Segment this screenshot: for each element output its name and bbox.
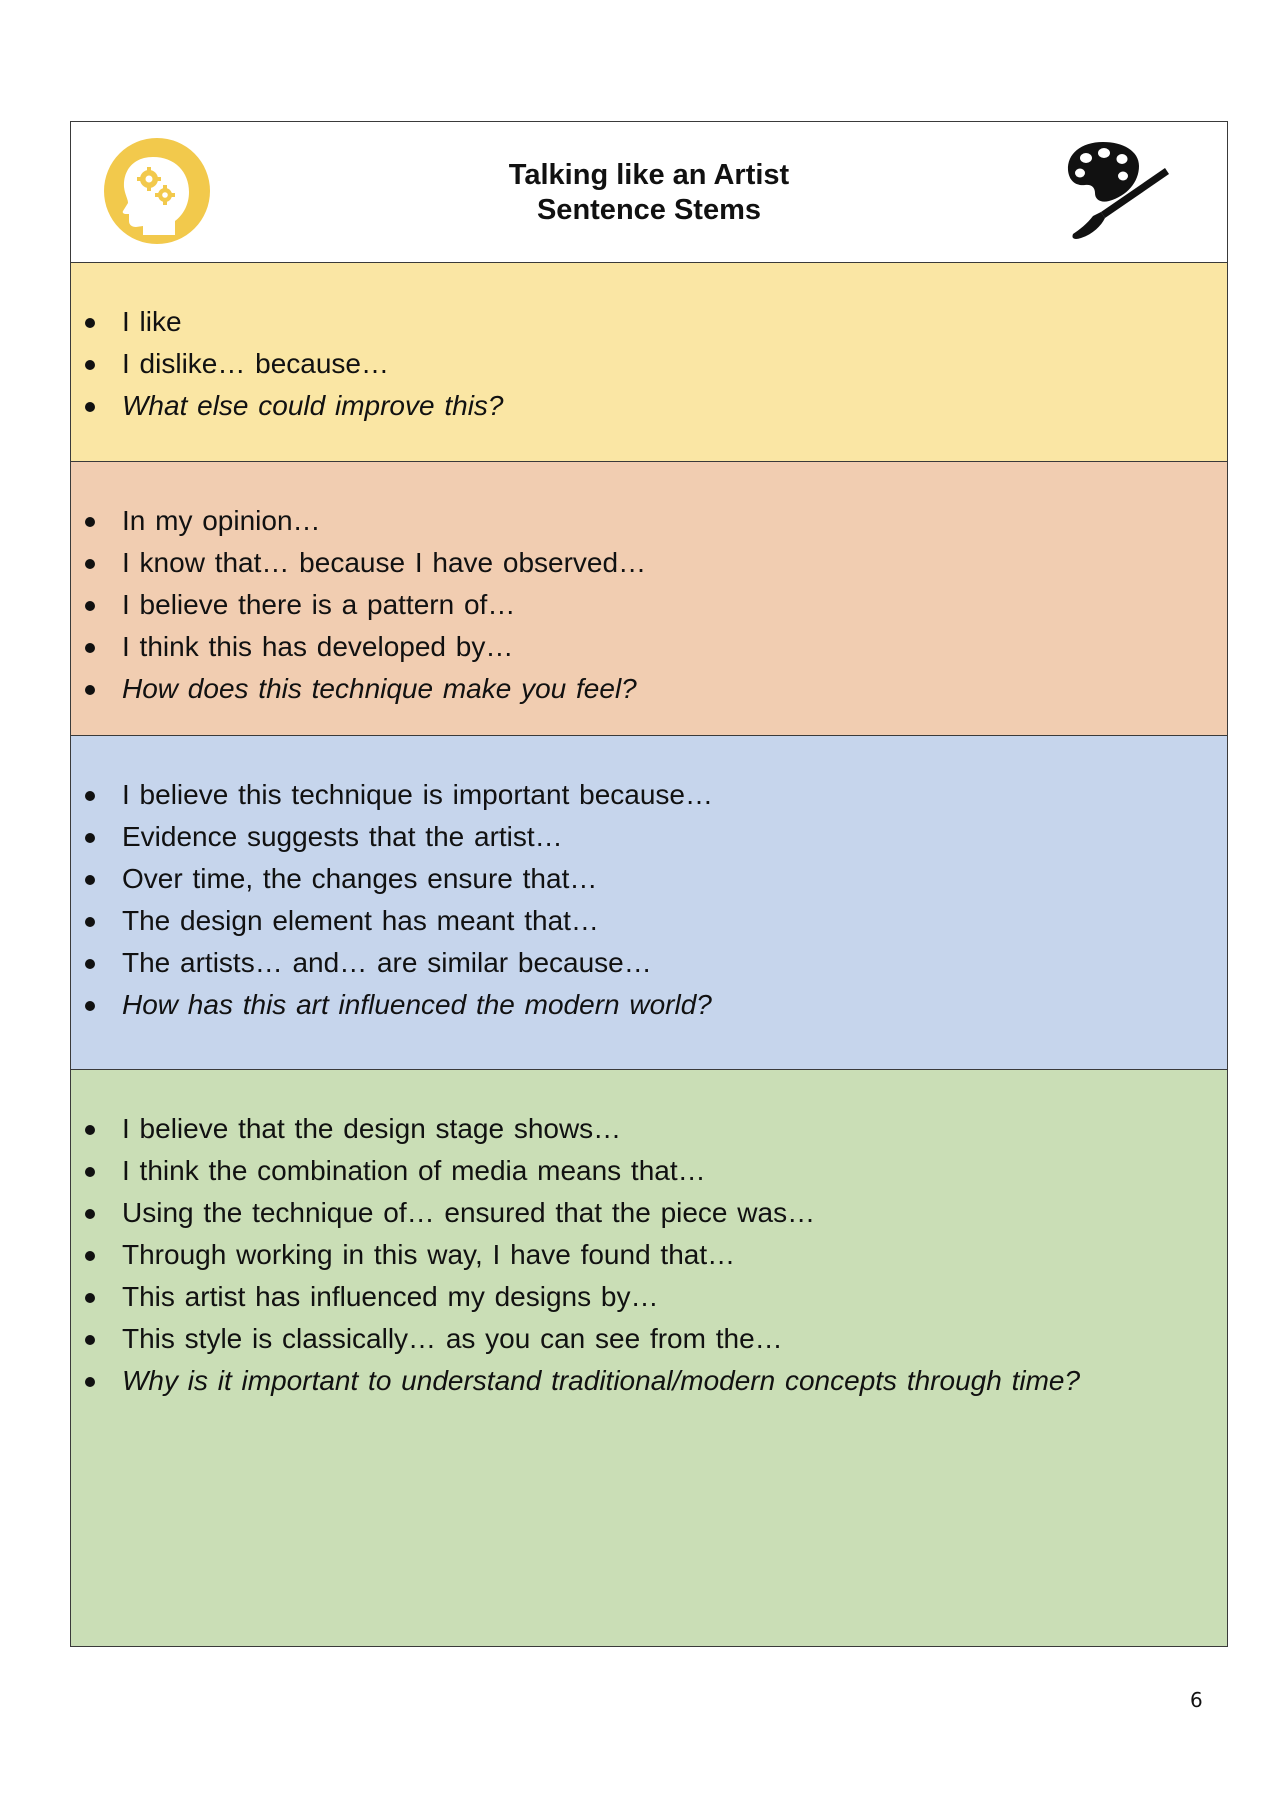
bullet-icon xyxy=(85,791,95,801)
stems-section-1 xyxy=(71,263,1227,462)
list-item: I like xyxy=(71,301,1227,343)
list-item: The design element has meant that… xyxy=(71,900,1227,942)
bullet-icon xyxy=(85,1125,95,1135)
list-item: Over time, the changes ensure that… xyxy=(71,858,1227,900)
table-header xyxy=(71,122,1227,263)
stems-section-2 xyxy=(71,462,1227,736)
palette-brush-icon xyxy=(1065,138,1175,242)
bullet-icon xyxy=(85,601,95,611)
bullet-icon xyxy=(85,1377,95,1387)
list-item: This style is classically… as you can see from the… xyxy=(71,1318,1227,1360)
bullet-icon xyxy=(85,1251,95,1261)
list-item: This artist has influenced my designs by… xyxy=(71,1276,1227,1318)
stems-list-2 xyxy=(71,500,1227,710)
page-number: 6 xyxy=(1190,1688,1203,1712)
list-item: Evidence suggests that the artist… xyxy=(71,816,1227,858)
bullet-icon xyxy=(85,1335,95,1345)
bullet-icon xyxy=(85,685,95,695)
stems-list-1 xyxy=(71,301,1227,427)
bullet-icon xyxy=(85,875,95,885)
list-item: I think the combination of media means that… xyxy=(71,1150,1227,1192)
bullet-icon xyxy=(85,959,95,969)
stems-section-4 xyxy=(71,1070,1227,1646)
list-item: The artists… and… are similar because… xyxy=(71,942,1227,984)
sentence-stems-table xyxy=(70,121,1228,1647)
stems-list-4 xyxy=(71,1108,1227,1402)
title-line-2: Sentence Stems xyxy=(536,194,762,226)
bullet-icon xyxy=(85,1209,95,1219)
bullet-icon xyxy=(85,559,95,569)
bullet-icon xyxy=(85,1001,95,1011)
stems-list-3 xyxy=(71,774,1227,1026)
list-item-question: How does this technique make you feel? xyxy=(71,668,1227,710)
list-item-question: Why is it important to understand traditional/modern concepts through time? xyxy=(71,1360,1227,1402)
bullet-icon xyxy=(85,360,95,370)
list-item: I believe that the design stage shows… xyxy=(71,1108,1227,1150)
bullet-icon xyxy=(85,517,95,527)
bullet-icon xyxy=(85,833,95,843)
list-item: Using the technique of… ensured that the piece was… xyxy=(71,1192,1227,1234)
title-line-1: Talking like an Artist xyxy=(508,159,790,191)
stems-section-3 xyxy=(71,736,1227,1070)
bullet-icon xyxy=(85,318,95,328)
bullet-icon xyxy=(85,917,95,927)
list-item: I believe this technique is important because… xyxy=(71,774,1227,816)
bullet-icon xyxy=(85,402,95,412)
list-item: I think this has developed by… xyxy=(71,626,1227,668)
list-item: I know that… because I have observed… xyxy=(71,542,1227,584)
list-item: I dislike… because… xyxy=(71,343,1227,385)
list-item-question: What else could improve this? xyxy=(71,385,1227,427)
list-item: I believe there is a pattern of… xyxy=(71,584,1227,626)
list-item: Through working in this way, I have found that… xyxy=(71,1234,1227,1276)
page-title xyxy=(71,158,1227,228)
list-item: In my opinion… xyxy=(71,500,1227,542)
bullet-icon xyxy=(85,643,95,653)
bullet-icon xyxy=(85,1293,95,1303)
list-item-question: How has this art influenced the modern world? xyxy=(71,984,1227,1026)
bullet-icon xyxy=(85,1167,95,1177)
